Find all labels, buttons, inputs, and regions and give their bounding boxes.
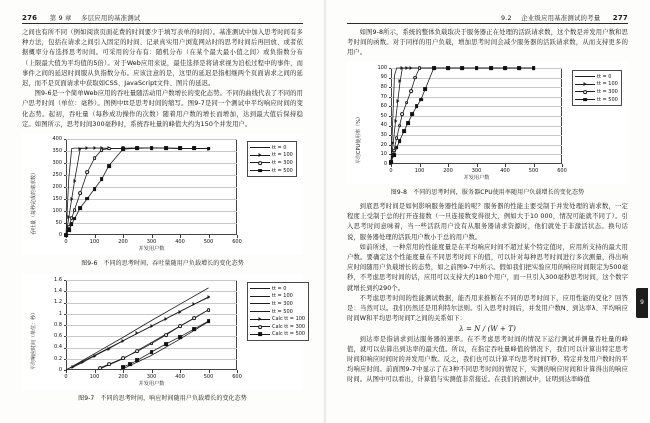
- series-marker-triangle: [150, 324, 153, 328]
- series-marker-square: [178, 146, 182, 150]
- figure-9-7: [22, 274, 306, 402]
- series-marker-circle: [78, 191, 82, 195]
- series-marker-square: [192, 146, 196, 150]
- x-axis-tick-label: 100: [414, 167, 425, 174]
- series-line: [66, 148, 209, 235]
- legend-symbol: [250, 331, 270, 338]
- series-marker-square: [164, 146, 168, 150]
- x-axis-tick-label: 0: [389, 167, 393, 174]
- y-axis-tick-label: 30: [380, 132, 387, 138]
- x-axis-tick-label: 600: [557, 167, 567, 174]
- series-marker-square: [93, 187, 97, 191]
- series-marker-square: [258, 169, 262, 173]
- right-section-number: 9.2: [500, 14, 512, 22]
- legend-symbol: [575, 73, 595, 80]
- series-marker-triangle: [401, 66, 404, 70]
- series-marker-triangle: [86, 146, 89, 150]
- series-marker-circle: [258, 325, 262, 329]
- legend-symbol: [250, 316, 270, 323]
- series-marker-square: [121, 147, 125, 151]
- series-marker-triangle: [584, 82, 587, 86]
- series-marker-square: [395, 146, 399, 150]
- series-marker-triangle: [259, 317, 262, 321]
- series-marker-square: [164, 342, 168, 346]
- series-marker-square: [121, 365, 125, 369]
- right-running-head: [347, 10, 628, 24]
- legend-label: tt = 0: [597, 73, 612, 80]
- legend-item: [250, 293, 305, 301]
- series-marker-triangle: [93, 146, 96, 150]
- series-marker-square: [85, 197, 89, 201]
- legend-label: tt = 0: [272, 144, 287, 151]
- series-marker-square: [389, 160, 393, 164]
- legend-symbol: [250, 144, 270, 151]
- series-marker-circle: [73, 208, 77, 212]
- series-marker-square: [178, 335, 182, 339]
- legend-symbol: [575, 81, 595, 88]
- series-marker-triangle: [409, 66, 412, 70]
- legend-label: Calc tt = 100: [272, 316, 306, 323]
- y-axis-tick-label: 200: [52, 183, 62, 190]
- y-axis-tick-label: 150: [52, 195, 62, 202]
- series-marker-square: [532, 66, 536, 70]
- series-marker-circle: [192, 316, 196, 320]
- x-axis-tick-label: 600: [232, 373, 242, 380]
- y-axis-tick-label: 0.8: [54, 321, 62, 328]
- legend-item: [250, 159, 293, 167]
- series-marker-circle: [178, 324, 182, 328]
- series-marker-square: [446, 66, 450, 70]
- legend-label: tt = 0: [272, 285, 287, 292]
- x-axis-tick-label: 200: [118, 238, 128, 245]
- left-folio: 276: [22, 14, 38, 22]
- legend-symbol: [575, 88, 595, 95]
- legend-label: Calc tt = 300: [272, 323, 306, 330]
- y-axis-tick-label: 50: [55, 219, 62, 226]
- legend-item: [250, 285, 305, 293]
- paragraph: 如图9-8所示，系统的整体负载取决于服务器正在处理的活跃请求数，这个数是并发用户数和思考时间的函数。对于同样的用户负载，增加思考时间会减少服务器的活跃请求数，从而支持更多的用户。: [347, 29, 628, 57]
- series-marker-triangle: [107, 347, 110, 351]
- legend-label: tt = 500: [597, 96, 618, 103]
- x-axis-tick-label: 0: [64, 238, 68, 245]
- legend-item: [250, 300, 305, 308]
- series-marker-square: [135, 359, 139, 363]
- legend-label: Calc tt = 500: [272, 331, 306, 338]
- y-axis-tick-label: 50: [380, 112, 387, 119]
- series-marker-square: [410, 112, 414, 116]
- left-chapter-title: 多层应用的基准测试: [81, 14, 141, 22]
- paragraph: 之间也有所不同（例如阅读页面花费的时间要少于填写表单的时间）。基准测试中加入思考时间有多种方法，包括在请求之间引入固定的时间、记录真实用户浏览网站时的思考时间后再回放、或者依据概率分布选择思考时间。可采用的分布有：随机分布（在某个最大最小值之间）或负指数分布（上限最大值为平均值的5倍）。对于Web应用来说，最佳选择是将请求视为泊松过程中的事件，而事件之间的延迟时间服从负指数分布。应该注意的是，这里的延迟是指相继两个页面请求之间的延迟，而不是页面请求中获取如CSS、JavaScript文件、图片的延迟。: [22, 29, 303, 88]
- series-marker-square: [398, 139, 402, 143]
- series-marker-square: [402, 129, 406, 133]
- series-marker-square: [517, 66, 521, 70]
- right-body-text-bottom: [347, 202, 628, 386]
- y-axis-title: 吞吐量（每秒完成的请求数）: [31, 169, 37, 235]
- x-axis-tick-label: 200: [443, 167, 453, 174]
- series-marker-circle: [413, 76, 417, 80]
- series-marker-square: [73, 217, 77, 221]
- x-axis-tick-label: 500: [203, 373, 214, 380]
- figure-9-6: [22, 133, 303, 267]
- series-marker-triangle: [396, 99, 399, 103]
- legend-item: [250, 167, 293, 175]
- series-marker-circle: [409, 89, 413, 93]
- series-marker-triangle: [72, 365, 75, 369]
- series-marker-triangle: [207, 295, 210, 299]
- legend-item: [250, 331, 305, 339]
- series-marker-square: [78, 206, 82, 210]
- legend-label: tt = 500: [272, 167, 293, 174]
- legend-symbol: [250, 323, 270, 330]
- series-marker-square: [258, 332, 262, 336]
- series-marker-circle: [398, 124, 402, 128]
- series-marker-square: [423, 87, 427, 91]
- y-axis-tick-label: 1: [58, 310, 62, 317]
- y-axis-tick-label: 20: [380, 141, 387, 148]
- legend-item: [250, 152, 293, 160]
- left-running-head: [22, 10, 303, 24]
- series-marker-square: [432, 66, 436, 70]
- series-marker-square: [475, 66, 479, 70]
- series-marker-square: [503, 66, 507, 70]
- legend-label: tt = 300: [597, 88, 618, 95]
- series-marker-square: [128, 362, 132, 366]
- legend-label: tt = 100: [272, 152, 293, 159]
- x-axis-tick-label: 500: [528, 167, 539, 174]
- series-marker-triangle: [82, 360, 85, 364]
- littles-law-formula: λ = N / (W + T): [459, 325, 516, 334]
- series-marker-triangle: [70, 197, 73, 201]
- series-marker-square: [150, 146, 154, 150]
- series-marker-square: [100, 177, 104, 181]
- right-head-rule: [347, 23, 628, 24]
- series-marker-square: [150, 350, 154, 354]
- series-marker-circle: [164, 333, 168, 337]
- legend-symbol: [250, 300, 270, 307]
- series-marker-circle: [207, 308, 211, 312]
- series-marker-circle: [258, 161, 262, 165]
- y-axis-tick-label: 0.6: [54, 333, 62, 340]
- series-marker-triangle: [73, 179, 76, 183]
- y-axis-tick-label: 1.6: [54, 276, 62, 283]
- series-marker-circle: [98, 366, 102, 370]
- y-axis-tick-label: 1.2: [54, 299, 62, 306]
- x-axis-tick-label: 300: [471, 167, 482, 174]
- y-axis-tick-label: 100: [377, 64, 387, 71]
- x-axis-tick-label: 300: [146, 373, 157, 380]
- x-axis-tick-label: 0: [64, 373, 68, 380]
- y-axis-tick-label: 70: [380, 93, 387, 100]
- series-marker-triangle: [259, 153, 262, 157]
- y-axis-tick-label: 1.4: [54, 288, 62, 295]
- y-axis-tick-label: 0: [383, 160, 387, 167]
- legend-item: [250, 323, 305, 331]
- series-marker-circle: [100, 148, 104, 152]
- x-axis-title: 并发用户数: [463, 175, 490, 181]
- y-axis-tick-label: 0.2: [54, 355, 62, 362]
- chart-legend: [247, 141, 297, 177]
- figure-9-6-caption: 图9-6 不同的思考时间，吞吐量随用户负载增长的变化态势: [81, 260, 244, 267]
- x-axis-tick-label: 100: [89, 373, 100, 380]
- y-axis-tick-label: 0: [58, 366, 62, 373]
- legend-item: [250, 308, 305, 316]
- series-marker-square: [419, 98, 423, 102]
- x-axis-tick-label: 400: [500, 167, 510, 174]
- y-axis-tick-label: 80: [380, 84, 387, 90]
- series-marker-circle: [93, 156, 97, 160]
- y-axis-tick-label: 0: [58, 231, 62, 238]
- y-axis-tick-label: 90: [380, 74, 387, 81]
- x-axis-tick-label: 200: [118, 373, 128, 380]
- x-axis-tick-label: 400: [175, 238, 185, 245]
- legend-symbol: [575, 96, 595, 103]
- x-axis-tick-label: 100: [89, 238, 100, 245]
- series-marker-square: [107, 164, 111, 168]
- legend-label: tt = 300: [272, 159, 293, 166]
- y-axis-tick-label: 10: [380, 151, 387, 158]
- series-marker-circle: [405, 101, 409, 105]
- paragraph: 到达率是指请求到达服务器的速率。在不考虑思考时间的情况下运行测试并测量吞吐量的峰值，就可以估算出到达率的最大值。所以，在指定吞吐量峰值的情况下，我们可以计算出特定思考时间和响应时间时的并发用户数。反之，我们也可以计算平均思考时间T秒、特定并发用户数时的平均响应时间。前面图9-7中显示了在3种不同思考时间的情况下，实测的响应时间和计算得出的响应时间。从图中可以看出，计算值与实测值非常接近。在我们的测试中，证明到达率峰值: [347, 335, 628, 384]
- paragraph: 不考虑思考时间的性能测试数据，能否用来推断在不同的思考时间下，应用性能的变化？回答是：当然可以。我们仍然还是用利特尔法则。引入思考时间后，并发用户数N、到达率λ、平均响应时间W和平均思考时间T之间的关系如下：: [347, 294, 628, 323]
- series-marker-triangle: [136, 331, 139, 335]
- right-folio: 277: [612, 14, 628, 22]
- right-body-text-top: [347, 28, 628, 59]
- series-marker-square: [64, 233, 68, 237]
- figure-9-8-caption: 图9-8 不同的思考时间，服务器CPU使用率随用户负载增长的变化态势: [390, 189, 585, 196]
- chart-legend: [572, 70, 622, 106]
- y-axis-tick-label: 0.4: [54, 344, 62, 351]
- series-marker-triangle: [79, 147, 82, 151]
- series-marker-circle: [150, 342, 154, 346]
- legend-item: [250, 315, 305, 323]
- series-marker-circle: [107, 362, 111, 366]
- series-marker-triangle: [193, 302, 196, 306]
- paragraph: 到底思考时间是如何影响服务器性能的呢？服务器的性能主要受制于并发处理的请求数，一定程度上受制于总的打开连接数（一旦连接数变得很大，例如大于10 000，情况可能就不同了）。引入思考时间意味着，当一些活跃用户没有从服务器请求资源时，他们就处于非激活状态。换句话说，服务器处理的活跃用户数小于总的用户数。: [347, 203, 628, 241]
- legend-label: tt = 300: [272, 300, 293, 307]
- edge-thumb-tab: 9: [636, 288, 648, 318]
- legend-symbol: [250, 167, 270, 174]
- legend-label: tt = 500: [272, 308, 293, 315]
- right-page: [325, 0, 650, 423]
- y-axis-title: 平均CPU使用率（%）: [356, 114, 362, 164]
- left-head-rule: [22, 23, 303, 24]
- series-marker-square: [460, 66, 464, 70]
- paragraph: 如前所述，一种常用的性能度量是在平均响应时间不超过某个特定值时，应用所支持的最大用户数。要确定这个性能度量在不同思考时间下的值，可以针对每种思考时间进行多次测量，得出响应时间随用户负载增长的态势，如之前图9-7中所示。假如我们把实验应用的响应时间限定为500毫秒，不考虑思考时间的话，应用可以支持大约180个用户，而一旦引入300毫秒思考时间，这个数字就增长到约290个。: [347, 243, 628, 292]
- legend-item: [575, 88, 618, 96]
- series-marker-square: [406, 121, 410, 125]
- left-body-text: [22, 28, 303, 130]
- y-axis-tick-label: 100: [52, 207, 62, 214]
- series-marker-square: [415, 104, 419, 108]
- chart-throughput: [22, 133, 303, 255]
- x-axis-tick-label: 500: [203, 238, 214, 245]
- series-marker-square: [583, 98, 587, 102]
- chart-response-time: [22, 274, 306, 390]
- left-chapter-number: 第 9 章: [49, 14, 72, 22]
- series-marker-circle: [400, 112, 404, 116]
- series-marker-triangle: [392, 141, 395, 145]
- series-marker-triangle: [93, 354, 96, 358]
- figure-9-8: [347, 62, 628, 196]
- series-marker-square: [489, 66, 493, 70]
- legend-symbol: [250, 308, 270, 315]
- y-axis-tick-label: 60: [380, 103, 387, 110]
- legend-symbol: [250, 152, 270, 159]
- legend-item: [575, 81, 618, 89]
- y-axis-tick-label: 250: [52, 171, 62, 178]
- legend-label: tt = 100: [272, 293, 293, 300]
- x-axis-tick-label: 600: [232, 238, 242, 245]
- series-marker-circle: [85, 170, 89, 174]
- chart-legend: [247, 282, 309, 341]
- legend-item: [575, 96, 618, 104]
- paragraph: 图9-6是一个简单Web应用的吞吐量随活动用户数增长的变化态势。不同的曲线代表了不同的用户思考时间（单位：毫秒）。图例中tt是思考时间的缩写。图9-7是同一个测试中平均响应时间的变化态势。起初，吞吐量（每秒成功操作的次数）随着用户数的增长而增加，达到最大值后保持稳定。如图所示，思考时间300毫秒时，系统吞吐量的峰值大约为150个并发用户。: [22, 90, 303, 128]
- y-axis-tick-label: 40: [380, 122, 387, 129]
- x-axis-title: 并发用户数: [138, 246, 165, 252]
- legend-symbol: [250, 293, 270, 300]
- right-section-title: 企业级应用基准测试的考量: [521, 14, 601, 22]
- series-marker-circle: [583, 90, 587, 94]
- series-marker-square: [70, 222, 74, 226]
- x-axis-tick-label: 300: [146, 238, 157, 245]
- series-marker-circle: [121, 356, 125, 360]
- series-marker-circle: [418, 66, 422, 70]
- chart-cpu-usage: [347, 62, 628, 184]
- series-marker-triangle: [179, 310, 182, 314]
- series-marker-square: [192, 327, 196, 331]
- legend-label: tt = 100: [597, 81, 618, 88]
- x-axis-title: 并发用户数: [138, 381, 165, 387]
- book-gutter: [323, 0, 327, 423]
- y-axis-tick-label: 300: [52, 159, 62, 166]
- figure-9-7-caption: 图9-7 不同的思考时间，响应时间随用户负载增长的变化态势: [78, 395, 247, 402]
- series-marker-triangle: [122, 339, 125, 343]
- legend-item: [575, 73, 618, 81]
- series-marker-square: [67, 228, 71, 232]
- y-axis-title: 平均响应时间（单位：秒）: [31, 309, 37, 370]
- y-axis-tick-label: 400: [52, 135, 62, 142]
- legend-item: [250, 144, 293, 152]
- series-marker-triangle: [405, 66, 408, 70]
- series-marker-triangle: [164, 317, 167, 321]
- series-line: [66, 148, 209, 235]
- legend-symbol: [250, 285, 270, 292]
- series-marker-square: [207, 147, 211, 151]
- series-marker-square: [207, 319, 211, 323]
- series-line: [66, 148, 209, 235]
- series-marker-square: [135, 146, 139, 150]
- y-axis-tick-label: 350: [52, 147, 62, 154]
- x-axis-tick-label: 400: [175, 373, 185, 380]
- series-line: [66, 148, 209, 235]
- series-marker-triangle: [399, 79, 402, 83]
- series-marker-circle: [135, 350, 139, 354]
- series-marker-triangle: [394, 119, 397, 123]
- series-marker-square: [392, 153, 396, 157]
- series-marker-circle: [107, 147, 111, 151]
- legend-symbol: [250, 159, 270, 166]
